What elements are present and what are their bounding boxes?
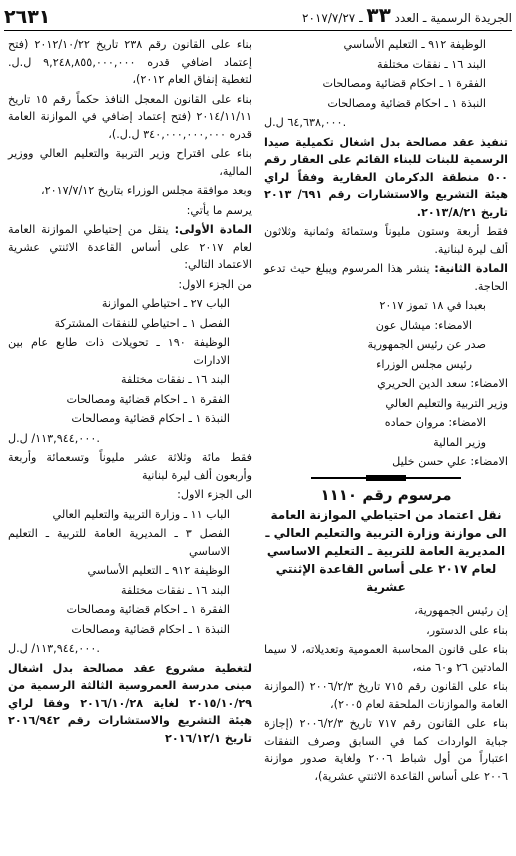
signature-line: صدر عن رئيس الجمهورية <box>367 338 486 351</box>
signatures-block <box>264 317 508 471</box>
target-budget-items <box>8 506 252 639</box>
page-number: ٢٦٣١ <box>4 6 51 28</box>
journal-name: الجريدة الرسمية ـ العدد <box>394 11 512 25</box>
signature-line: رئيس مجلس الوزراء <box>376 357 472 371</box>
budget-line: الفقرة ١ ـ احكام قضائية ومصالحات <box>66 603 230 616</box>
budget-line: الوظيفة ٩١٢ ـ التعليم الأساسي <box>87 564 230 577</box>
source-budget-items <box>8 295 252 428</box>
budget-line: الباب ١١ ـ وزارة التربية والتعليم العالي <box>52 507 230 521</box>
article-one-label: المادة الأولى: <box>174 223 252 236</box>
signature-line: الامضاء: ميشال عون <box>375 318 472 332</box>
right-column <box>264 36 508 787</box>
part-to-title: الى الجزء الاول: <box>177 488 252 501</box>
legal-basis <box>8 36 252 219</box>
signature-line: وزير التربية والتعليم العالي <box>385 396 508 410</box>
issue-place-date: بعبدا في ١٨ تموز ٢٠١٧ <box>379 299 486 312</box>
article-one <box>8 221 252 274</box>
budget-line: البند ١٦ ـ نفقات مختلفة <box>376 57 486 71</box>
signature-line: الامضاء: علي حسن خليل <box>392 455 508 468</box>
budget-line: النبذة ١ ـ احكام قضائية ومصالحات <box>71 622 230 636</box>
budget-line: الفصل ٣ ـ المديرية العامة للتربية ـ التعليم الاساسي <box>8 527 230 558</box>
legal-basis-line: بناء على القانون المعجل النافذ حكماً رقم ١٥ تاريخ ٢٠١٤/١١/١١ (فتح إعتماد إضافي في الموازنة العامة قدره ٣٤٠,٠٠٠,٠٠٠,٠٠٠ ل.ل.)، <box>8 92 252 141</box>
budget-line: الوظيفة ٩١٢ ـ التعليم الأساسي <box>343 38 486 51</box>
legal-basis-line: يرسم ما يأتي: <box>186 203 252 217</box>
budget-items-continued <box>264 36 508 112</box>
budget-line: الباب ٢٧ ـ احتياطي الموازنة <box>101 297 230 310</box>
preamble-line: بناء على القانون رقم ٧١٥ تاريخ ٢٠٠٦/٢/٣ (الموازنة العامة والموازنات الملحقة لعام ٢٠٠٥)، <box>264 680 508 711</box>
signature-line: وزير المالية <box>433 435 486 449</box>
decree-title: نقل اعتماد من احتياطي الموازنة العامة الى موازنة وزارة التربية والتعليم العالي ـ المديرية العامة للتربية ـ التعليم الاساسي لعام ٢٠١٧ على أساس القاعدة الإثنتي عشرية <box>265 508 507 594</box>
section-divider <box>311 475 461 481</box>
transfer-purpose: لتغطية مشروع عقد مصالحة بدل اشغال مبنى مدرسة العمروسية الثالثة الرسمية من ٢٠١٥/١٠/٢٩ لغاية ٢٠١٦/١٠/٢٨ وفقا لراي هيئة التشريع والاستشارات رقم ٢٠١٦/٩٤٢ تاريخ ٢٠١٦/١٢/١ <box>8 661 252 745</box>
legal-basis-line: وبعد موافقة مجلس الوزراء بتاريخ ٢٠١٧/٧/١٢، <box>41 184 252 197</box>
article-two <box>264 260 508 295</box>
amount-transferred: ١١٣,٩٤٤,٠٠٠/ ل.ل. <box>8 431 100 445</box>
budget-line: الفقرة ١ ـ احكام قضائية ومصالحات <box>66 392 230 406</box>
budget-line: البند ١٦ ـ نفقات مختلفة <box>120 583 230 597</box>
decree-preamble <box>264 602 508 785</box>
legal-basis-line: بناء على القانون رقم ٢٣٨ تاريخ ٢٠١٢/١٠/٢٢ (فتح إعتماد اضافي قدره ٩,٢٤٨,٨٥٥,٠٠٠,٠٠٠ ل.ل. لتغطية إنفاق العام ٢٠١٢)، <box>8 38 252 86</box>
running-head <box>302 3 512 30</box>
budget-line: البند ١٦ ـ نفقات مختلفة <box>120 373 230 386</box>
part-from-title: من الجزء الاول: <box>178 277 252 291</box>
legal-basis-line: بناء على اقتراح وزير التربية والتعليم العالي ووزير المالية، <box>8 147 252 178</box>
amount-total: ٦٤,٦٣٨,٠٠٠ ل.ل. <box>264 116 347 129</box>
signature-line: الامضاء: سعد الدين الحريري <box>377 377 508 390</box>
left-column <box>8 36 252 749</box>
article-two-label: المادة الثانية: <box>434 262 508 275</box>
amount-received: ١١٣,٩٤٤,٠٠٠/ ل.ل. <box>8 642 100 655</box>
preamble-line: بناء على القانون رقم ٧١٧ تاريخ ٢٠٠٦/٢/٣ (إجازة جباية الواردات كما في السابق وصرف النفقات اعتباراً من أول شباط ٢٠٠٦ ولغاية صدور موازنة ٢٠٠٦ على أساس القاعدة الاثنتي عشرية)، <box>264 717 508 783</box>
issue-number: ٣٣ <box>366 3 391 27</box>
preamble-line: بناء على قانون المحاسبة العمومية وتعديلاته، لا سيما المادتين ٢٦ و٦٠ منه، <box>264 643 508 674</box>
signature-line: الامضاء: مروان حماده <box>384 416 486 429</box>
budget-line: الفصل ١ ـ احتياطي للنفقات المشتركة <box>54 316 230 330</box>
budget-line: الوظيفة ١٩٠ ـ تحويلات ذات طابع عام بين الادارات <box>8 336 230 367</box>
budget-line: النبذة ١ ـ احكام قضائية ومصالحات <box>71 412 230 425</box>
decree-number: مرسوم رقم ١١١٠ <box>320 485 452 504</box>
budget-line: الفقرة ١ ـ احكام قضائية ومصالحات <box>322 77 486 90</box>
amount-transferred-words: فقط مائة وثلاثة عشر مليوناً وتسعمائة وأربعة وأربعون ألف ليرة لبنانية <box>8 451 252 482</box>
article-two-text: ينشر هذا المرسوم ويبلغ حيث تدعو الحاجة. <box>264 262 508 293</box>
decree-purpose: تنفيذ عقد مصالحة بدل اشغال تكميلية صيدا الرسمية للبنات للبناء القائم على العقار رقم ٥٠٠ منطقة الدكرمان العقارية وفقاً لراي هيئة التشريع والاستشارات رقم ٦٩١/ ٢٠١٣ تاريخ ٢٠١٣/٨/٢١. <box>264 135 508 219</box>
preamble-line: بناء على الدستور، <box>426 623 508 637</box>
preamble-line: إن رئيس الجمهورية، <box>414 604 508 617</box>
page-header <box>4 2 512 31</box>
issue-date: ـ ٢٠١٧/٧/٢٧ <box>302 11 363 25</box>
amount-in-words: فقط أربعة وستون مليوناً وستمائة وثمانية وثلاثون ألف ليرة لبنانية. <box>264 225 508 256</box>
budget-line: النبذة ١ ـ احكام قضائية ومصالحات <box>327 96 486 110</box>
article-one-text: ينقل من إحتياطي الموازنة العامة لعام ٢٠١٧ على أساس القاعدة الاثنتي عشرية الاعتماد التالي: <box>8 223 252 271</box>
